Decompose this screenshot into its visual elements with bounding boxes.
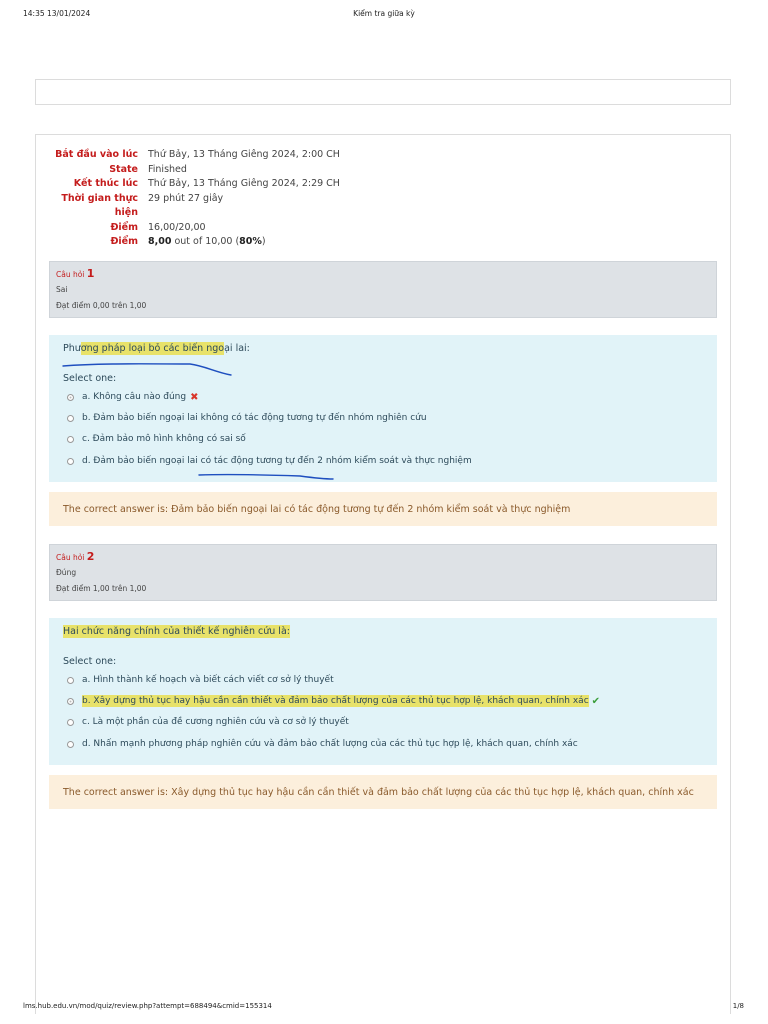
question-2-content — [49, 618, 717, 765]
radio-button[interactable] — [67, 698, 74, 705]
question-grade: Đạt điểm 0,00 trên 1,00 — [56, 301, 147, 310]
question-state: Đúng — [56, 568, 77, 577]
radio-button[interactable] — [67, 436, 74, 443]
answer-option-d[interactable]: d. Nhấn mạnh phương pháp nghiên cứu và đảm bảo chất lượng của các thủ tục hợp lệ, khách quan, chính xác — [67, 737, 578, 751]
summary-row-completed: Kết thúc lúc Thứ Bảy, 13 Tháng Giêng 2024, 2:29 CH — [73, 178, 340, 189]
answer-option-a[interactable]: a. Không câu nào đúng ✖ — [67, 390, 198, 404]
question-1-feedback: The correct answer is: Đảm bảo biến ngoại lai có tác động tương tự đến 2 nhóm kiểm soát và thực nghiệm — [49, 492, 717, 526]
radio-button[interactable] — [67, 394, 74, 401]
navigation-box — [35, 79, 731, 105]
print-title: Kiểm tra giữa kỳ — [353, 9, 415, 18]
answer-option-b[interactable]: b. Đảm bảo biến ngoại lai không có tác động tương tự đến nhóm nghiên cứu — [67, 411, 427, 425]
radio-button[interactable] — [67, 719, 74, 726]
summary-row-state: State Finished — [109, 163, 187, 175]
radio-button[interactable] — [67, 741, 74, 748]
answer-option-a[interactable]: a. Hình thành kế hoạch và biết cách viết cơ sở lý thuyết — [67, 673, 334, 687]
print-datetime: 14:35 13/01/2024 — [23, 9, 91, 18]
select-one-label: Select one: — [63, 656, 117, 667]
summary-row-grade: Điểm 8,00 out of 10,00 (80%) — [110, 236, 266, 247]
summary-row-time-taken: Thời gian thực hiện 29 phút 27 giây — [61, 192, 224, 218]
question-2-feedback: The correct answer is: Xây dựng thủ tục hay hậu cần cần thiết và đảm bảo chất lượng của các thủ tục hợp lệ, khách quan, chính xác — [49, 775, 717, 809]
question-number: Câu hỏi 1 — [56, 267, 95, 280]
radio-button[interactable] — [67, 415, 74, 422]
summary-row-started: Bắt đầu vào lúc Thứ Bảy, 13 Tháng Giêng 2024, 2:00 CH — [55, 149, 340, 160]
radio-button[interactable] — [67, 458, 74, 465]
page-url: lms.hub.edu.vn/mod/quiz/review.php?attempt=688494&cmid=155314 — [23, 1002, 272, 1010]
answer-option-d[interactable]: d. Đảm bảo biến ngoại lai có tác động tương tự đến 2 nhóm kiểm soát và thực nghiệm — [67, 454, 472, 468]
question-text: Hai chức năng chính của thiết kế nghiên cứu là: — [63, 626, 290, 637]
answer-option-c[interactable]: c. Là một phần của đề cương nghiên cứu và cơ sở lý thuyết — [67, 715, 349, 729]
question-state: Sai — [56, 285, 68, 294]
incorrect-icon: ✖ — [190, 391, 199, 403]
correct-icon: ✔ — [591, 695, 601, 707]
attempt-summary — [55, 148, 695, 250]
question-2-info — [49, 544, 717, 601]
question-grade: Đạt điểm 1,00 trên 1,00 — [56, 584, 147, 593]
summary-row-marks: Điểm 16,00/20,00 — [110, 221, 206, 233]
print-footer — [0, 1002, 768, 1016]
radio-button[interactable] — [67, 677, 74, 684]
question-1-info — [49, 261, 717, 318]
answer-option-b[interactable]: b. Xây dựng thủ tục hay hậu cần cần thiết và đảm bảo chất lượng của các thủ tục hợp lệ, khách quan, chính xác ✔ — [67, 694, 600, 708]
question-text: Phương pháp loại bỏ các biến ngoại lai: — [63, 343, 250, 354]
answer-option-c[interactable]: c. Đảm bảo mô hình không có sai số — [67, 432, 246, 446]
page-number: 1/8 — [732, 1002, 744, 1010]
select-one-label: Select one: — [63, 373, 117, 384]
question-number: Câu hỏi 2 — [56, 550, 95, 563]
print-header — [0, 9, 768, 23]
question-1-content — [49, 335, 717, 482]
